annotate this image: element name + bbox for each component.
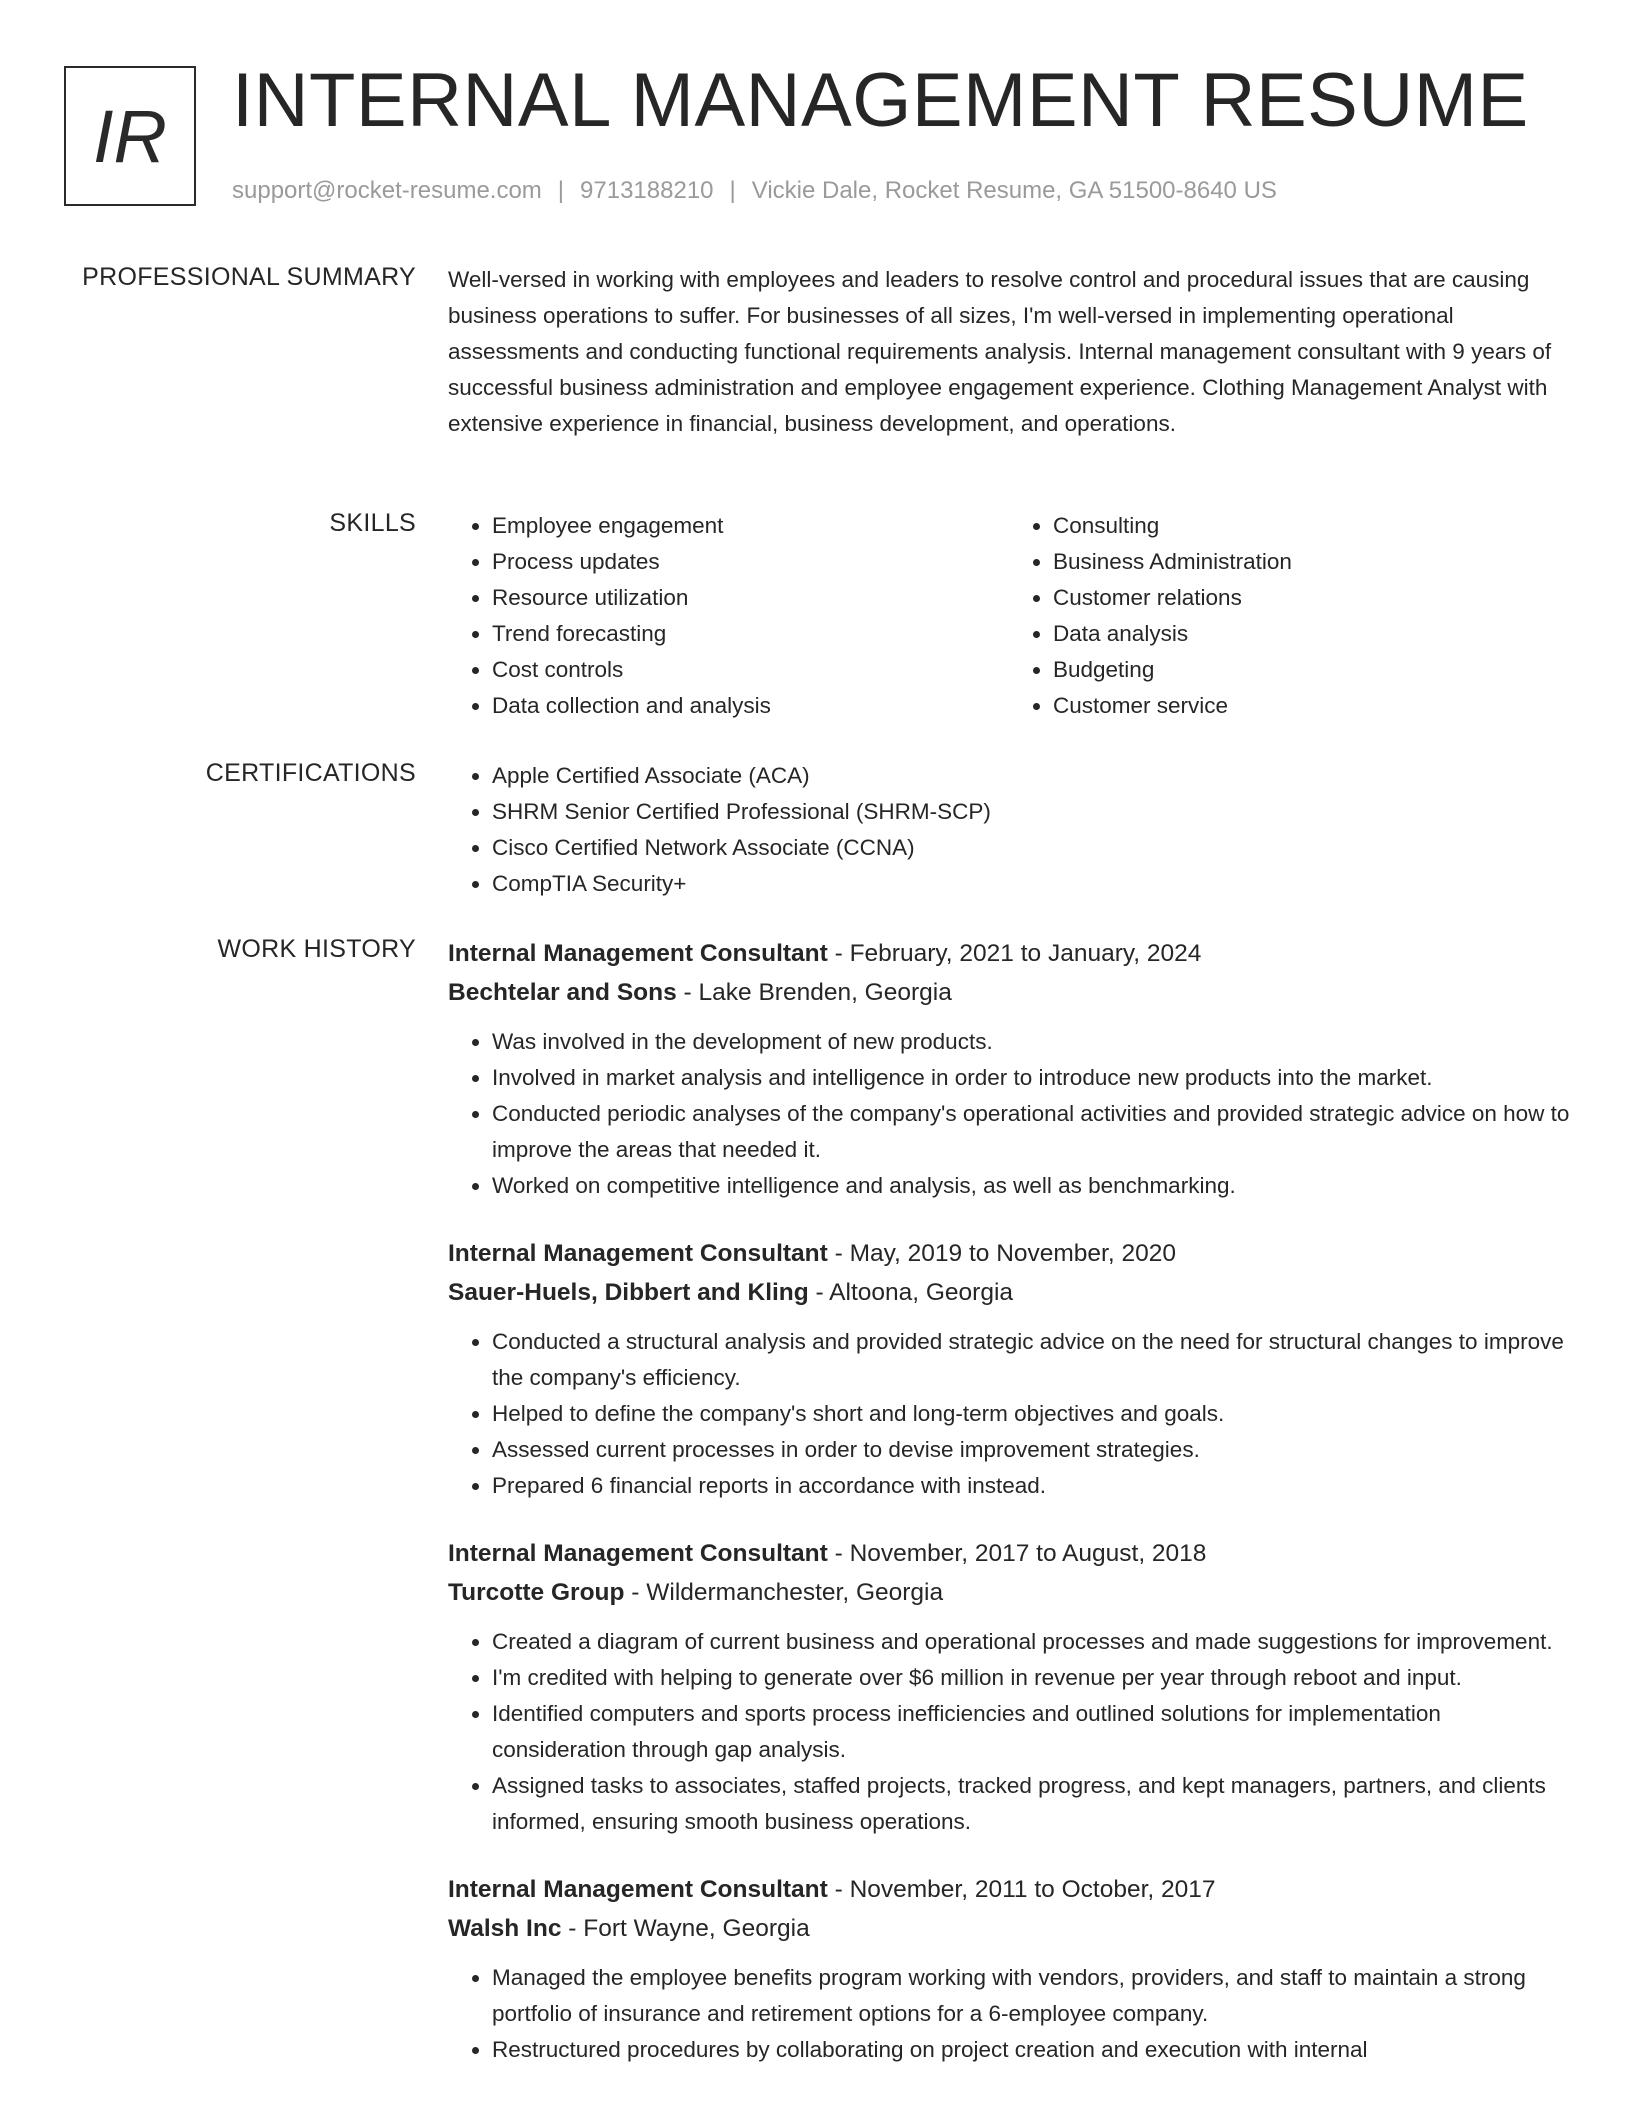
job-company: Walsh Inc xyxy=(448,1915,562,1942)
job-bullet: • Involved in market analysis and intelligence in order to introduce new products into the market. xyxy=(492,1060,1570,1096)
job-bullets xyxy=(448,1960,1570,2068)
skill-item: • Employee engagement xyxy=(492,508,1009,544)
resume-title: INTERNAL MANAGEMENT RESUME xyxy=(232,58,1529,143)
skill-item: • Customer relations xyxy=(1053,580,1570,616)
monogram-box xyxy=(64,66,196,206)
skill-item: • Budgeting xyxy=(1053,652,1570,688)
job-bullet: • Assigned tasks to associates, staffed projects, tracked progress, and kept managers, partners, and clients informed, ensuring smooth business operations. xyxy=(492,1768,1570,1840)
job-company-line xyxy=(448,1909,1570,1948)
job-title: Internal Management Consultant xyxy=(448,1540,828,1567)
job-bullet: • Assessed current processes in order to devise improvement strategies. xyxy=(492,1432,1570,1468)
skills-label: SKILLS xyxy=(329,509,416,537)
certification-item: • CompTIA Security+ xyxy=(492,866,1570,902)
skill-item: • Resource utilization xyxy=(492,580,1009,616)
contact-separator: | xyxy=(557,177,565,204)
certification-item: • Cisco Certified Network Associate (CCNA) xyxy=(492,830,1570,866)
job-bullet: • Helped to define the company's short and long-term objectives and goals. xyxy=(492,1396,1570,1432)
job-bullets xyxy=(448,1624,1570,1840)
summary-label: PROFESSIONAL SUMMARY xyxy=(82,263,416,291)
job-location: - Fort Wayne, Georgia xyxy=(561,1915,810,1942)
skill-item: • Process updates xyxy=(492,544,1009,580)
contact-line xyxy=(232,176,1277,206)
skill-item: • Data analysis xyxy=(1053,616,1570,652)
job-title: Internal Management Consultant xyxy=(448,1876,828,1903)
summary-text: Well-versed in working with employees and leaders to resolve control and procedural issues that are causing business operations to suffer. For businesses of all sizes, I'm well-versed in implementing operational assessments and conducting functional requirements analysis. Internal management consultant with 9 years of successful business administration and employee engagement experience. Clothing Management Analyst with extensive experience in financial, business development, and operations. xyxy=(448,267,1552,436)
job-company-line xyxy=(448,1573,1570,1612)
job-company: Bechtelar and Sons xyxy=(448,979,677,1006)
job-location: - Altoona, Georgia xyxy=(808,1279,1014,1306)
job-bullet: • Conducted periodic analyses of the company's operational activities and provided strategic advice on how to improve the areas that needed it. xyxy=(492,1096,1570,1168)
skills-list-right xyxy=(1009,508,1570,724)
job-dates: - May, 2019 to November, 2020 xyxy=(827,1240,1176,1267)
skill-item: • Cost controls xyxy=(492,652,1009,688)
job-title-line xyxy=(448,1534,1570,1573)
contact-email[interactable]: support@rocket-resume.com xyxy=(232,177,542,204)
job-entry xyxy=(448,1234,1570,1504)
contact-separator: | xyxy=(729,177,736,204)
job-title-line xyxy=(448,934,1570,973)
skill-item: • Consulting xyxy=(1053,508,1570,544)
job-bullet: • Was involved in the development of new products. xyxy=(492,1024,1570,1060)
job-dates: - February, 2021 to January, 2024 xyxy=(827,940,1202,967)
job-bullet: • Conducted a structural analysis and provided strategic advice on the need for structural changes to improve the company's efficiency. xyxy=(492,1324,1570,1396)
job-bullet: • Created a diagram of current business and operational processes and made suggestions for improvement. xyxy=(492,1624,1570,1660)
job-bullets xyxy=(448,1324,1570,1504)
job-dates: - November, 2011 to October, 2017 xyxy=(827,1876,1216,1903)
job-dates: - November, 2017 to August, 2018 xyxy=(827,1540,1207,1567)
certifications-list xyxy=(448,758,1570,902)
job-bullet: • Worked on competitive intelligence and analysis, as well as benchmarking. xyxy=(492,1168,1570,1204)
skill-item: • Trend forecasting xyxy=(492,616,1009,652)
job-title: Internal Management Consultant xyxy=(448,940,828,967)
job-company-line xyxy=(448,973,1570,1012)
job-entry xyxy=(448,1870,1570,2068)
skills-list-left xyxy=(448,508,1009,724)
job-title-line xyxy=(448,1870,1570,1909)
job-bullets xyxy=(448,1024,1570,1204)
skill-item: • Data collection and analysis xyxy=(492,688,1009,724)
job-entry xyxy=(448,1534,1570,1840)
job-bullet: • I'm credited with helping to generate over $6 million in revenue per year through reboot and input. xyxy=(492,1660,1570,1696)
job-company: Turcotte Group xyxy=(448,1579,625,1606)
certifications-label: CERTIFICATIONS xyxy=(205,759,416,787)
monogram-initials: IR xyxy=(93,94,167,178)
job-company: Sauer-Huels, Dibbert and Kling xyxy=(448,1279,809,1306)
contact-phone[interactable]: 9713188210 xyxy=(580,177,714,204)
job-company-line xyxy=(448,1273,1570,1312)
certification-item: • Apple Certified Associate (ACA) xyxy=(492,758,1570,794)
work-history-label: WORK HISTORY xyxy=(217,935,416,963)
skill-item: • Business Administration xyxy=(1053,544,1570,580)
job-entry xyxy=(448,934,1570,1204)
job-location: - Wildermanchester, Georgia xyxy=(624,1579,944,1606)
job-title-line xyxy=(448,1234,1570,1273)
job-location: - Lake Brenden, Georgia xyxy=(676,979,952,1006)
job-title: Internal Management Consultant xyxy=(448,1240,828,1267)
job-bullet: • Prepared 6 financial reports in accordance with instead. xyxy=(492,1468,1570,1504)
skill-item: • Customer service xyxy=(1053,688,1570,724)
job-bullet: • Identified computers and sports process inefficiencies and outlined solutions for implementation consideration through gap analysis. xyxy=(492,1696,1570,1768)
contact-address: Vickie Dale, Rocket Resume, GA 51500-8640 US xyxy=(751,177,1277,204)
job-bullet: • Restructured procedures by collaborating on project creation and execution with internal xyxy=(492,2032,1570,2068)
job-bullet: • Managed the employee benefits program working with vendors, providers, and staff to maintain a strong portfolio of insurance and retirement options for a 6-employee company. xyxy=(492,1960,1570,2032)
certification-item: • SHRM Senior Certified Professional (SHRM-SCP) xyxy=(492,794,1570,830)
